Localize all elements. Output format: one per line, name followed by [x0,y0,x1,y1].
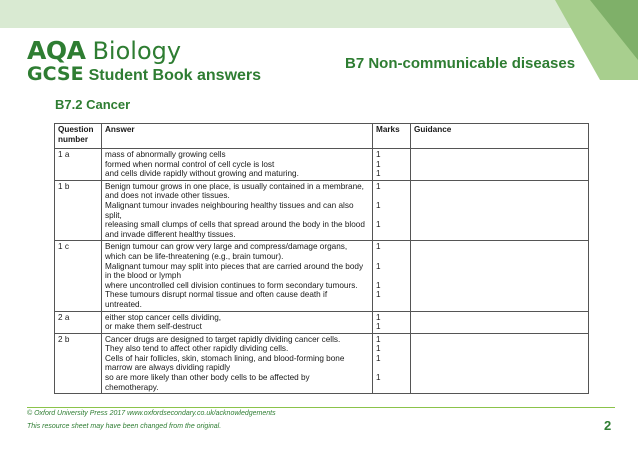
mark-value [376,211,407,221]
question-number-cell: 2 a [55,311,102,333]
answer-cell [102,311,373,333]
mark-value: 1 [376,169,381,179]
mark-value [376,383,407,393]
header-question: Question number [55,124,102,149]
marks-cell [373,241,411,311]
header-marks: Marks [373,124,411,149]
answers-table [54,123,589,394]
table-body [55,149,589,394]
question-number-cell: 1 b [55,180,102,241]
marks-cell [373,180,411,241]
answer-line: Malignant tumour may split into pieces that are carried around the body [105,261,364,271]
answer-line: Malignant tumour invades neighbouring healthy tissues and can also [105,200,354,210]
footer-notice: This resource sheet may have been changed from the original. [27,423,222,430]
brand-subject: Biology [92,37,182,65]
mark-value: 1 [376,334,381,344]
mark-value [376,271,407,281]
answer-line: either stop cancer cells dividing, [105,312,222,322]
answer-line: so are more likely than other body cells to be affected by [105,373,310,383]
mark-value: 1 [376,373,381,383]
answer-line: and cells divide rapidly without growing and maturing. [105,169,299,179]
brand-subtitle: Student Book answers [88,67,262,84]
header-answer: Answer [102,124,373,149]
footer-credit: © Oxford University Press 2017 www.oxfordsecondary.co.uk/acknowledgements [27,410,276,417]
mark-value [376,252,407,262]
mark-value: 1 [376,353,381,363]
footer-rule [27,407,615,408]
answer-line: or make them self‑destruct [105,322,202,332]
mark-value [376,363,407,373]
mark-value: 1 [376,242,381,252]
guidance-cell [411,333,589,394]
mark-value: 1 [376,220,381,230]
table-row [55,311,589,333]
table-row [55,241,589,311]
answer-line: chemotherapy. [105,382,159,392]
answer-line: Benign tumour grows in one place, is usually contained in a membrane, [105,181,364,191]
marks-cell [373,311,411,333]
mark-value: 1 [376,150,381,159]
page-number: 2 [604,418,612,433]
answer-line: Cells of hair follicles, skin, stomach lining, and blood‑forming bone [105,353,345,363]
mark-value [376,191,407,201]
guidance-cell [411,149,589,181]
guidance-cell [411,311,589,333]
answer-line: where uncontrolled cell division continues to form secondary tumours. [105,280,358,290]
answer-line: marrow are always dividing rapidly [105,363,231,373]
mark-value [376,300,407,310]
question-number-cell: 2 b [55,333,102,394]
answer-line: releasing small clumps of cells that spread around the body in the blood [105,220,365,230]
mark-value: 1 [376,312,381,322]
answer-line: in the blood or lymph [105,271,182,281]
answer-line: split, [105,210,122,220]
mark-value: 1 [376,344,381,354]
guidance-cell [411,241,589,311]
brand-logo [27,36,261,85]
answer-line: Benign tumour can grow very large and compress/damage organs, [105,242,348,252]
answer-line: mass of abnormally growing cells [105,150,226,159]
table-header-row [55,124,589,149]
answer-cell [102,333,373,394]
mark-value [376,230,407,240]
mark-value: 1 [376,280,381,290]
chapter-title: B7 Non-communicable diseases [345,55,576,72]
mark-value: 1 [376,290,381,300]
answer-line: formed when normal control of cell cycle is lost [105,159,275,169]
guidance-cell [411,180,589,241]
mark-value: 1 [376,261,381,271]
question-number-cell: 1 c [55,241,102,311]
answer-cell [102,241,373,311]
table-row [55,333,589,394]
brand-gcse: GCSE [27,63,84,85]
answer-line: which can be life‑threatening (e.g., brain tumour). [105,251,284,261]
mark-value: 1 [376,322,381,332]
mark-value: 1 [376,200,381,210]
table-row [55,180,589,241]
answer-line: Cancer drugs are designed to target rapidly dividing cancer cells. [105,334,341,344]
answer-line: untreated. [105,299,142,309]
marks-cell [373,333,411,394]
answer-line: and does not invade other tissues. [105,191,230,201]
table-row [55,149,589,181]
answer-line: and invade different healthy tissues. [105,229,236,239]
question-number-cell: 1 a [55,149,102,181]
section-title: B7.2 Cancer [55,97,131,112]
mark-value: 1 [376,159,381,169]
answer-line: These tumours disrupt normal tissue and often cause death if [105,290,328,300]
answer-line: They also tend to affect other rapidly dividing cells. [105,344,289,354]
answer-cell [102,149,373,181]
mark-value: 1 [376,181,381,191]
brand-aqa: AQA [27,36,86,65]
marks-cell [373,149,411,181]
answer-cell [102,180,373,241]
header-guidance: Guidance [411,124,589,149]
